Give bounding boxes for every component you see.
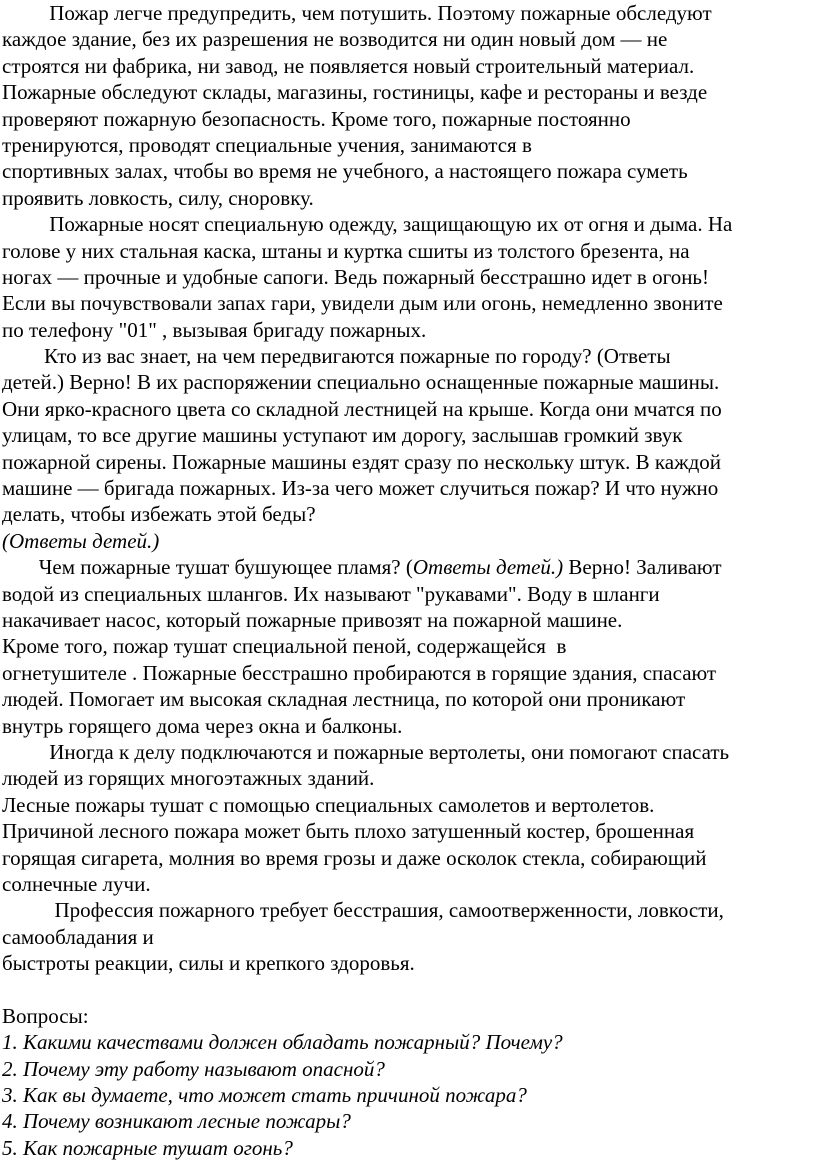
text-line: Если вы почувствовали запах гари, увидели дым или огонь, немедленно звоните (2, 291, 723, 316)
text-line: делать, чтобы избежать этой беды? (2, 502, 316, 527)
paragraph-intro (2, 0, 810, 211)
text-line: проверяют пожарную безопасность. Кроме того, пожарные постоянно (2, 106, 631, 131)
question-item: 5. Как пожарные тушат огонь? (2, 1135, 293, 1160)
text-line (2, 554, 810, 580)
text-line: пожарной сирены. Пожарные машины ездят сразу по нескольку штук. В каждой (2, 449, 722, 474)
text-line: тренируются, проводят специальные учения, занимаются в (2, 132, 532, 157)
text-line: водой из специальных шлангов. Их называют "рукавами". Воду в шланги (2, 581, 660, 606)
text-line: Причиной лесного пожара может быть плохо затушенный костер, брошенная (2, 819, 695, 844)
text-line: по телефону "01" , вызывая бригаду пожарных. (2, 317, 427, 342)
text-line: горящая сигарета, молния во время грозы и даже осколок стекла, собирающий (2, 845, 707, 870)
text-line: Иногда к делу подключаются и пожарные вертолеты, они помогают спасать (2, 739, 730, 764)
paragraph-profession (2, 897, 810, 976)
questions-title: Вопросы: (2, 1003, 89, 1028)
text-line: ногах — прочные и удобные сапоги. Ведь пожарный бесстрашно идет в огонь! (2, 264, 709, 289)
text-line: людей из горящих многоэтажных зданий. (2, 766, 375, 791)
text-line: Профессия пожарного требует бесстрашия, самоотверженности, ловкости, (2, 898, 724, 923)
text-line: каждое здание, без их разрешения не возводится ни один новый дом — не (2, 27, 668, 52)
text-line: огнетушителе . Пожарные бесстрашно пробираются в горящие здания, спасают (2, 660, 717, 685)
question-item: 2. Почему эту работу называют опасной? (2, 1056, 385, 1081)
text-line: Кроме того, пожар тушат специальной пеной, содержащейся в (2, 634, 567, 659)
text-fragment: Чем пожарные тушат бушующее пламя? ( (2, 555, 413, 580)
text-line: Пожарные носят специальную одежду, защищающую их от огня и дыма. На (2, 212, 733, 237)
text-line: внутрь горящего дома через окна и балконы. (2, 713, 403, 738)
paragraph-vehicles (2, 343, 810, 554)
question-item: 3. Как вы думаете, что может стать причиной пожара? (2, 1083, 527, 1108)
text-line: самообладания и (2, 924, 154, 949)
question-item: 1. Какими качествами должен обладать пожарный? Почему? (2, 1030, 563, 1055)
text-line: детей.) Верно! В их распоряжении специально оснащенные пожарные машины. (2, 370, 720, 395)
text-line: быстроты реакции, силы и крепкого здоровья. (2, 951, 415, 976)
paragraph-extinguishing (2, 554, 810, 739)
text-line: Пожарные обследуют склады, магазины, гостиницы, кафе и рестораны и везде (2, 80, 708, 105)
text-line: накачивает насос, который пожарные привозят на пожарной машине. (2, 607, 623, 632)
paragraph-clothing (2, 211, 810, 343)
text-line: солнечные лучи. (2, 871, 151, 896)
text-fragment: Верно! Заливают (563, 555, 722, 580)
text-line: строятся ни фабрика, ни завод, не появляется новый строительный материал. (2, 53, 695, 78)
text-line: голове у них стальная каска, штаны и куртка сшиты из толстого брезента, на (2, 238, 690, 263)
children-answers-note: Ответы детей.) (412, 555, 564, 580)
text-line: Они ярко-красного цвета со складной лестницей на крыше. Когда они мчатся по (2, 396, 722, 421)
question-item: 4. Почему возникают лесные пожары? (2, 1109, 351, 1134)
text-line: Кто из вас знает, на чем передвигаются пожарные по городу? (Ответы (2, 344, 671, 369)
text-line: спортивных залах, чтобы во время не учебного, а настоящего пожара суметь (2, 159, 688, 184)
text-line: Лесные пожары тушат с помощью специальных самолетов и вертолетов. (2, 792, 655, 817)
paragraph-helicopters (2, 739, 810, 897)
questions-section (2, 1003, 810, 1161)
text-line: людей. Помогает им высокая складная лестница, по которой они проникают (2, 687, 686, 712)
text-line: проявить ловкость, силу, сноровку. (2, 185, 314, 210)
blank-line (2, 976, 810, 1002)
text-line: машине — бригада пожарных. Из-за чего может случиться пожар? И что нужно (2, 476, 719, 501)
text-line: улицам, то все другие машины уступают им дорогу, заслышав громкий звук (2, 423, 683, 448)
text-line: Пожар легче предупредить, чем потушить. Поэтому пожарные обследуют (2, 1, 712, 25)
children-answers-note: (Ответы детей.) (2, 528, 160, 553)
